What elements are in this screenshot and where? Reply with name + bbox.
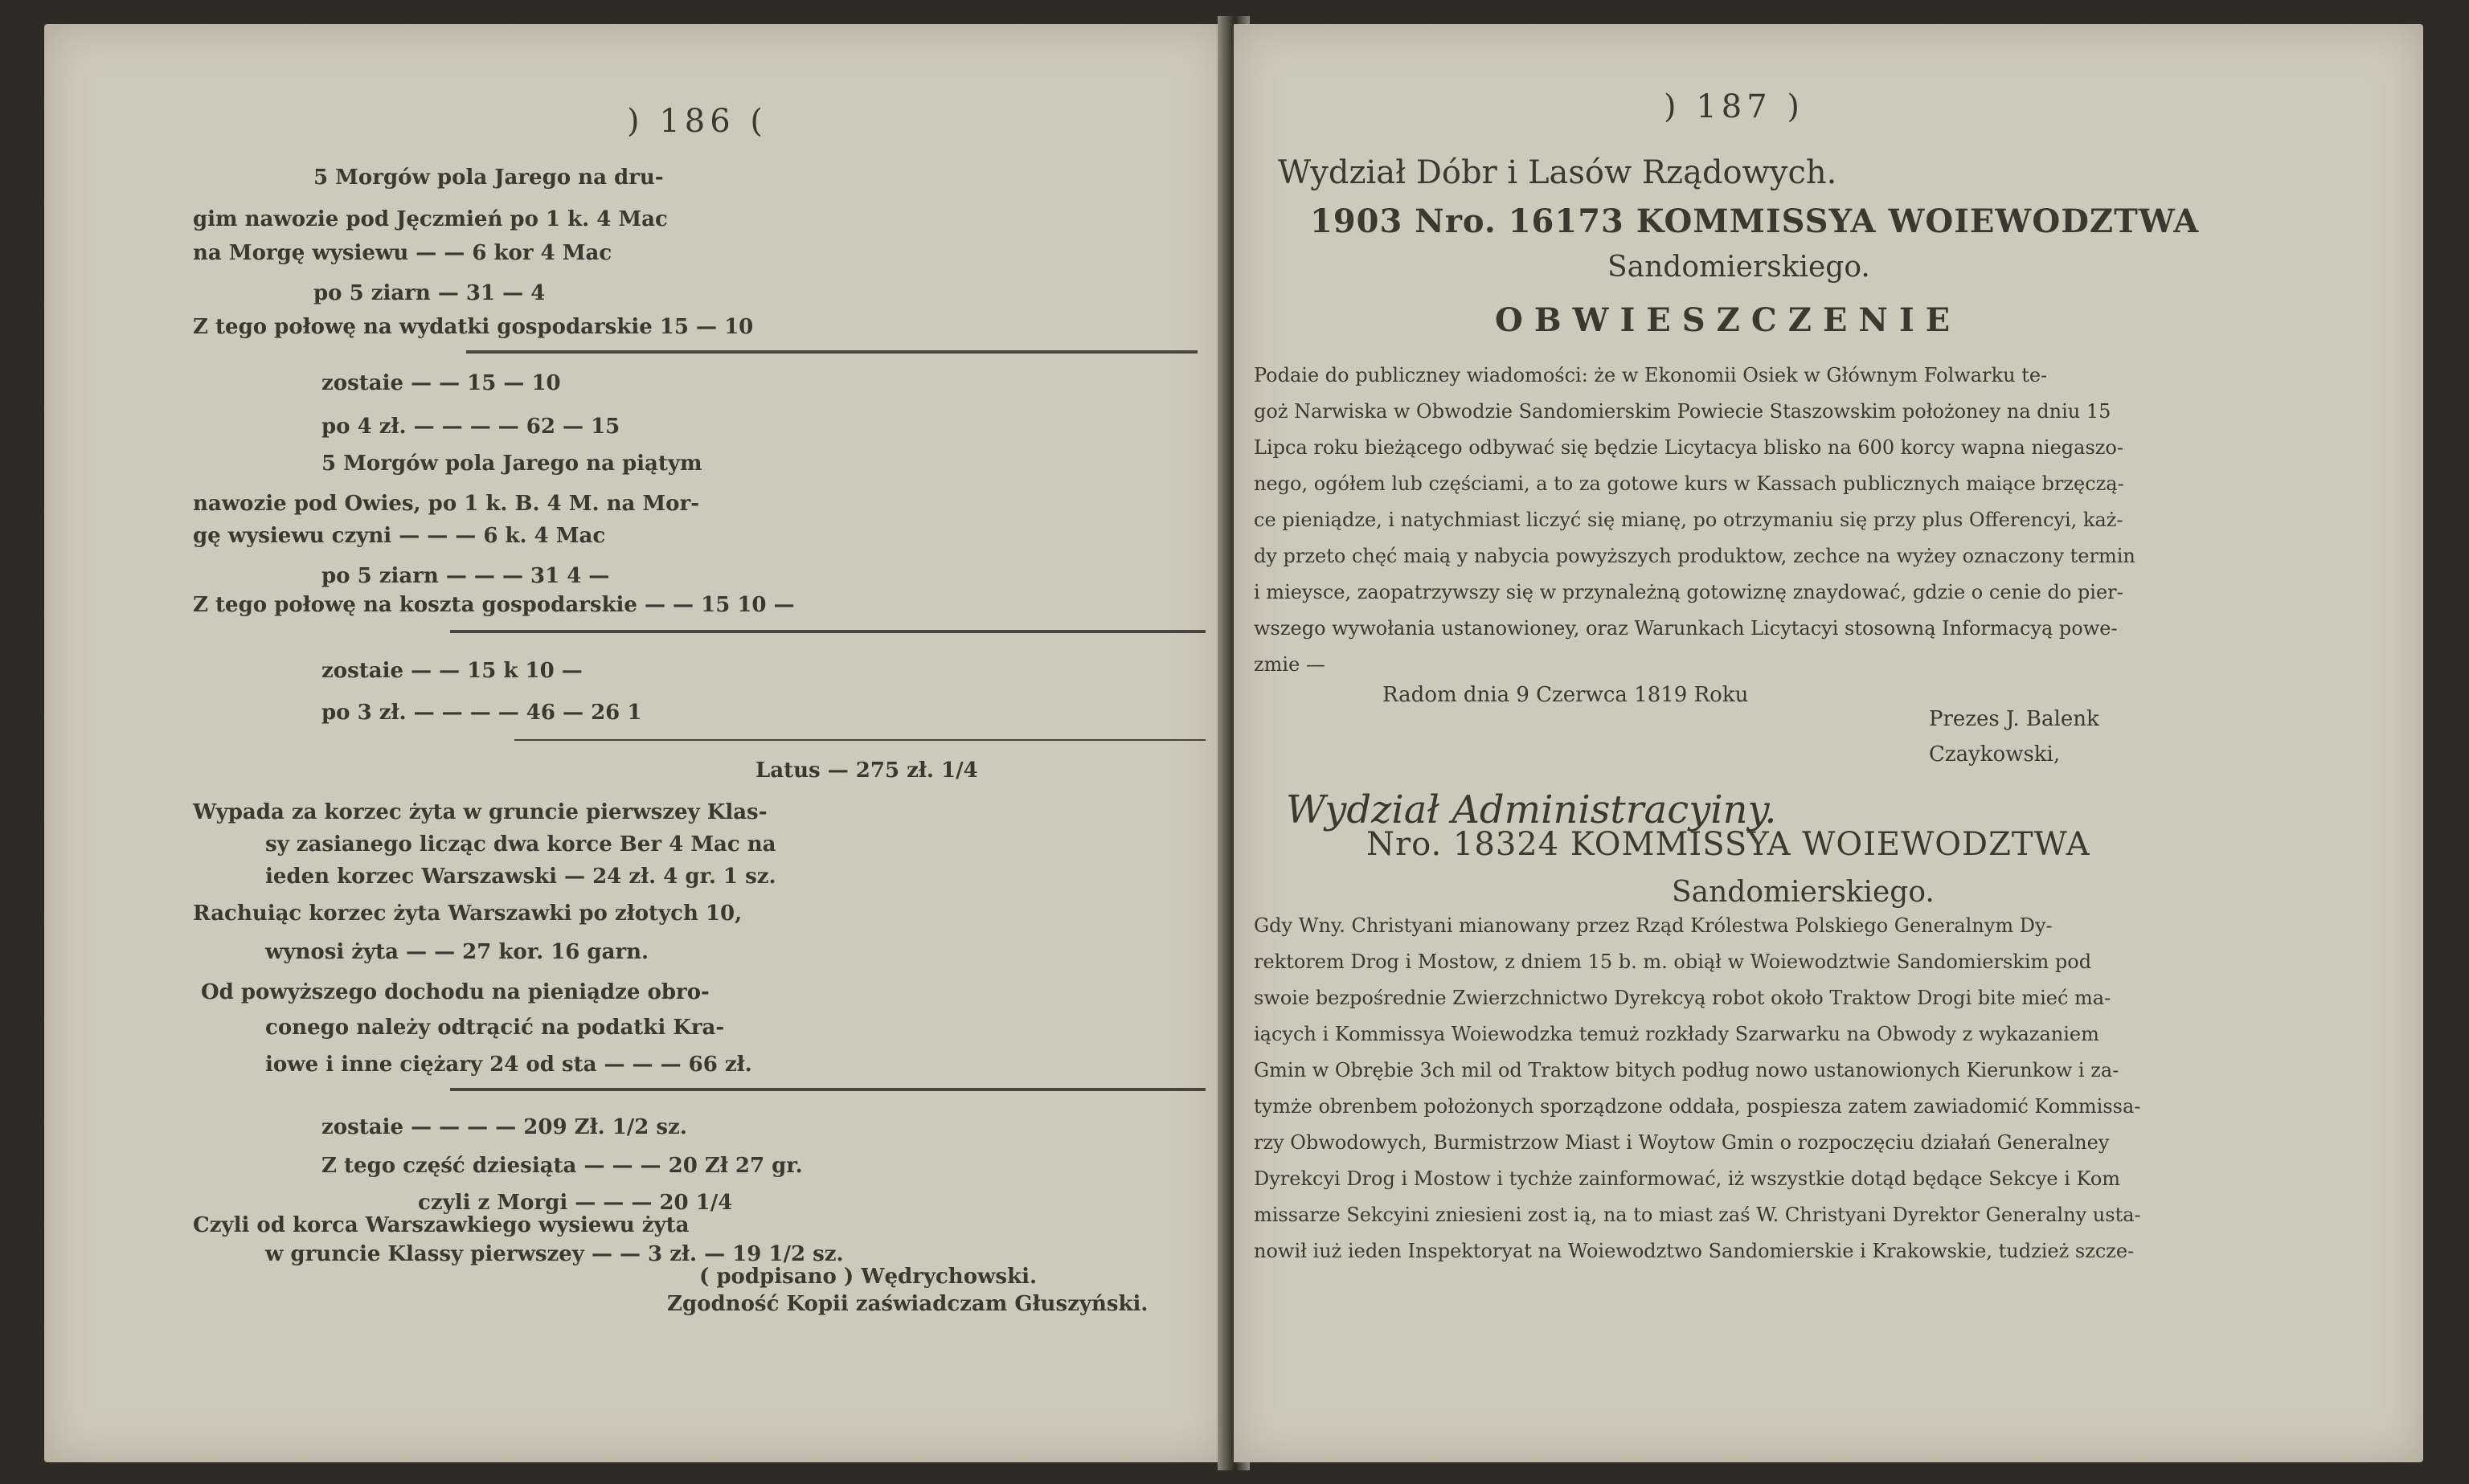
table-line-12: Z tego połowę na koszta gospodarskie — — 15 10 — xyxy=(193,593,795,617)
table-line-29: ( podpisano ) Wędrychowski. xyxy=(699,1265,1038,1289)
section1-line-4: nego, ogółem lub częściami, a to za gotowe kurs w Kassach publicznych maiące brzęczą- xyxy=(1254,472,2124,495)
notice-title: OBWIESZCZENIE xyxy=(1495,301,1962,339)
right-page-number: ) 187 ) xyxy=(1664,88,1804,125)
section2-number-line: Nro. 18324 KOMMISSYA WOIEWODZTWA xyxy=(1366,826,2090,863)
section1-line-7: i mieysce, zaopatrzywszy się w przynależną gotowiznę znaydować, gdzie o cenie do pier- xyxy=(1254,581,2123,603)
table-line-11: po 5 ziarn — — — 31 4 — xyxy=(321,564,610,588)
rule-1 xyxy=(466,350,1198,354)
table-line-21: Od powyższego dochodu na pieniądze obro- xyxy=(201,980,710,1004)
rule-3 xyxy=(514,739,1206,741)
section1-line-6: dy przeto chęć maią y nabycia powyższych produktow, zechce na wyżey oznaczony termin xyxy=(1254,545,2135,567)
left-page-number: ) 186 ( xyxy=(627,103,768,140)
table-line-1: 5 Morgów pola Jarego na dru- xyxy=(313,166,664,190)
table-line-30: Zgodność Kopii zaświadczam Głuszyński. xyxy=(667,1292,1149,1316)
section2-line-7: rzy Obwodowych, Burmistrzow Miast i Woytow Gmin o rozpoczęciu działań Generalney xyxy=(1254,1131,2110,1154)
table-line-13: zostaie — — 15 k 10 — xyxy=(321,659,583,683)
table-line-19: Rachuiąc korzec żyta Warszawki po złotych 10, xyxy=(193,901,743,926)
table-line-2: gim nawozie pod Jęczmień po 1 k. 4 Mac xyxy=(193,207,668,231)
table-line-16: Wypada za korzec żyta w gruncie pierwszey Klas- xyxy=(193,800,768,824)
table-line-18: ieden korzec Warszawski — 24 zł. 4 gr. 1 sz. xyxy=(265,865,776,889)
section1-line-8: wszego wywołania ustanowioney, oraz Warunkach Licytacyi stosowną Informacyą powe- xyxy=(1254,617,2118,640)
signature-czaykowski: Czaykowski, xyxy=(1929,742,2061,767)
table-line-27: Czyli od korca Warszawkiego wysiewu żyta xyxy=(193,1213,690,1237)
table-line-10: gę wysiewu czyni — — — 6 k. 4 Mac xyxy=(193,524,606,548)
section1-line-5: ce pieniądze, i natychmiast liczyć się mianę, po otrzymaniu się przy plus Offerencyi, każ- xyxy=(1254,509,2123,531)
table-line-14: po 3 zł. — — — — 46 — 26 1 xyxy=(321,701,642,725)
section1-region: Sandomierskiego. xyxy=(1607,251,1870,284)
signature-prezes: Prezes J. Balenk xyxy=(1929,707,2099,731)
table-line-24: zostaie — — — — 209 Zł. 1/2 sz. xyxy=(321,1115,687,1139)
table-line-25: Z tego część dziesiąta — — — 20 Zł 27 gr. xyxy=(321,1154,803,1178)
table-line-4: po 5 ziarn — 31 — 4 xyxy=(313,281,546,305)
section1-line-1: Podaie do publiczney wiadomości: że w Ekonomii Osiek w Głównym Folwarku te- xyxy=(1254,364,2048,386)
table-line-20: wynosi żyta — — 27 kor. 16 garn. xyxy=(265,940,649,964)
section1-line-9: zmie — xyxy=(1254,653,1325,676)
table-line-26: czyli z Morgi — — — 20 1/4 xyxy=(418,1191,733,1215)
section1-line-2: goż Narwiska w Obwodzie Sandomierskim Powiecie Staszowskim położoney na dniu 15 xyxy=(1254,400,2111,423)
section2-body xyxy=(1254,908,2387,1269)
section1-body xyxy=(1254,358,2395,683)
table-line-28: w gruncie Klassy pierwszey — — 3 zł. — 19 1/2 sz. xyxy=(265,1242,844,1266)
table-line-22: conego należy odtrącić na podatki Kra- xyxy=(265,1016,725,1040)
section1-line-3: Lipca roku bieżącego odbywać się będzie Licytacya blisko na 600 korcy wapna niegaszo- xyxy=(1254,436,2123,459)
section2-line-4: iących i Kommissya Woiewodzka temuż rozkłady Szarwarku na Obwody z wykazaniem xyxy=(1254,1023,2099,1045)
table-line-9: nawozie pod Owies, po 1 k. B. 4 M. na Mor- xyxy=(193,492,700,516)
place-date: Radom dnia 9 Czerwca 1819 Roku xyxy=(1382,683,1749,707)
table-line-15: Latus — 275 zł. 1/4 xyxy=(755,758,978,783)
table-line-8: 5 Morgów pola Jarego na piątym xyxy=(321,452,702,476)
table-line-3: na Morgę wysiewu — — 6 kor 4 Mac xyxy=(193,241,612,265)
table-line-6: zostaie — — 15 — 10 xyxy=(321,371,561,395)
table-line-5: Z tego połowę na wydatki gospodarskie 15 — 10 xyxy=(193,315,754,339)
section2-line-6: tymże obrenbem położonych sporządzone oddała, pospiesza zatem zawiadomić Kommissa- xyxy=(1254,1095,2141,1118)
section1-number-line: 1903 Nro. 16173 KOMMISSYA WOIEWODZTWA xyxy=(1310,202,2200,240)
section2-line-2: rektorem Drog i Mostow, z dniem 15 b. m. obiął w Woiewodztwie Sandomierskim pod xyxy=(1254,950,2092,973)
section2-line-5: Gmin w Obrębie 3ch mil od Traktow bitych podług nowo ustanowionych Kierunkow i za- xyxy=(1254,1059,2119,1081)
section2-line-3: swoie bezpośrednie Zwierzchnictwo Dyrekcyą robot około Traktow Drogi bite mieć ma- xyxy=(1254,987,2111,1009)
section2-line-1: Gdy Wny. Christyani mianowany przez Rząd Królestwa Polskiego Generalnym Dy- xyxy=(1254,914,2053,937)
section2-line-10: nowił iuż ieden Inspektoryat na Woiewodztwo Sandomierskie i Krakowskie, tudzież szcze- xyxy=(1254,1240,2135,1262)
rule-2 xyxy=(450,630,1206,633)
table-line-23: iowe i inne ciężary 24 od sta — — — 66 zł. xyxy=(265,1053,752,1077)
rule-4 xyxy=(450,1088,1206,1091)
section2-department: Wydział Administracyiny. xyxy=(1286,787,1777,832)
table-line-17: sy zasianego licząc dwa korce Ber 4 Mac na xyxy=(265,832,776,856)
section2-line-9: missarze Sekcyini zniesieni zost ią, na to miast zaś W. Christyani Dyrektor Generalny usta- xyxy=(1254,1204,2141,1226)
section2-region: Sandomierskiego. xyxy=(1672,876,1935,909)
section1-department: Wydział Dóbr i Lasów Rządowych. xyxy=(1278,154,1837,191)
table-line-7: po 4 zł. — — — — 62 — 15 xyxy=(321,415,620,439)
section2-line-8: Dyrekcyi Drog i Mostow i tychże zainformować, iż wszystkie dotąd będące Sekcye i Kom xyxy=(1254,1167,2121,1190)
